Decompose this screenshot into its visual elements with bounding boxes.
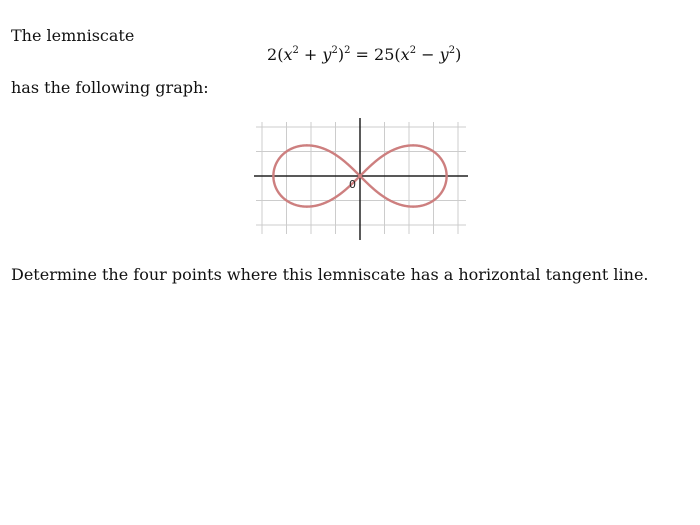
graph-intro-text: has the following graph:	[11, 78, 209, 97]
lemniscate-graph	[254, 118, 468, 240]
intro-text: The lemniscate	[11, 26, 135, 45]
equation-lhs-coefficient: 2	[267, 45, 278, 64]
lemniscate-equation: $2(x^2 + y^2)^2 = 25(x^2 - y^2)$	[267, 45, 462, 64]
question-text: Determine the four points where this lemniscate has a horizontal tangent line.	[11, 265, 649, 284]
equation-rhs-coefficient: 25	[374, 45, 395, 64]
origin-tick-label: 0	[349, 178, 356, 191]
